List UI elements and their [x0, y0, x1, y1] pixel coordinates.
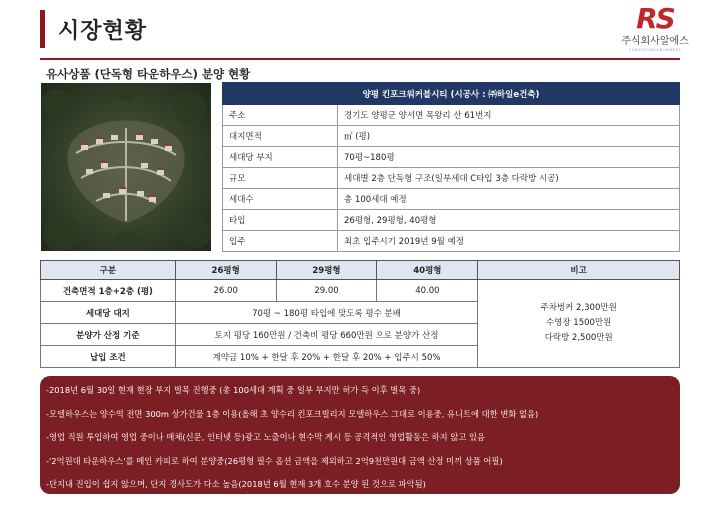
logo-subtitle: CONSULTING&BUSINESS: [628, 48, 682, 52]
company-logo: [620, 4, 690, 64]
remark-item: 주차벙커 2,300만원: [540, 303, 617, 313]
row-value: 경기도 양평군 양서면 목왕리 산 61번지: [338, 105, 680, 126]
title-divider: [40, 58, 680, 60]
note-item: -'2억원대 타운하우스'를 메인 카피로 하여 분양중(26평형 필수 옵션 금액을 제외하고 2억9천만원대 금액 산정 미끼 상품 어필): [46, 455, 503, 466]
cell-value: 40.00: [377, 280, 478, 302]
row-label: 세대당 대지: [41, 302, 176, 324]
logo-company-name: 주식회사알에스: [621, 36, 689, 47]
row-label: 건축면적 1층+2층 (평): [41, 280, 176, 302]
column-header: 40평형: [377, 261, 478, 280]
page-title: 시장현황: [58, 19, 148, 44]
row-label: 규모: [223, 168, 338, 189]
logo-mark: RS: [636, 2, 674, 35]
row-label: 입주: [223, 231, 338, 252]
section-heading: 유사상품 (단독형 타운하우스) 분양 현황: [46, 67, 251, 81]
table-row: [223, 189, 680, 210]
table-row: [223, 231, 680, 252]
row-label: 타입: [223, 210, 338, 231]
unit-comparison-table: [40, 260, 680, 368]
cell-value: 29.00: [276, 280, 377, 302]
column-header: 29평형: [276, 261, 377, 280]
row-label: 대지면적: [223, 126, 338, 147]
project-info-table: [222, 82, 680, 252]
notes-panel: [40, 376, 680, 494]
row-value: 26평형, 29평형, 40평형: [338, 210, 680, 231]
column-header: 비고: [478, 261, 680, 280]
note-item: -단지내 진입이 쉽지 않으며, 단지 경사도가 다소 높음(2018년 6월 현재 3개 호수 분양 된 것으로 파악됨): [46, 479, 426, 489]
table-header-row: [41, 261, 680, 280]
cell-value: 계약금 10% + 한달 후 20% + 한달 후 20% + 입주시 50%: [175, 346, 478, 368]
table-row: [223, 168, 680, 189]
table-row: [223, 147, 680, 168]
row-label: 분양가 산정 기준: [41, 324, 176, 346]
table-row: [41, 280, 680, 302]
row-label: 세대수: [223, 189, 338, 210]
table-row: [223, 126, 680, 147]
row-label: 세대당 부지: [223, 147, 338, 168]
note-item: -모델하우스는 양수역 전면 300m 상가건물 1층 이용(올해 초 양수리 킨포크빌리지 모델하우스 그대로 이용중, 유니트에 대한 변화 없음): [46, 408, 539, 419]
remark-item: 다락방 2,500만원: [544, 333, 613, 343]
cell-value: 70평 ~ 180평 타입에 맞도록 평수 분배: [175, 302, 478, 324]
column-header: 구분: [41, 261, 176, 280]
table-row: [223, 105, 680, 126]
note-item: -2018년 6월 30일 현재 현장 부지 벌목 진행중 (총 100세대 계획 중 일부 부지만 허가 득 이후 벌목 중): [46, 385, 421, 395]
cell-value: 토지 평당 160만원 / 건축비 평당 660만원 으로 분양가 산정: [175, 324, 478, 346]
note-item: -영업 직원 투입하여 영업 중이나 매체(신문, 인터넷 등)광고 노출이나 현수막 게시 등 공격적인 영업활동은 하지 않고 있음: [46, 432, 486, 442]
row-value: ㎡ (평): [338, 126, 680, 147]
title-accent-bar: [40, 10, 45, 48]
project-title: 양평 킨포크워커블시티 (시공사 : ㈜하일e건축): [223, 83, 680, 105]
aerial-site-photo: [41, 83, 211, 251]
row-value: 총 100세대 예정: [338, 189, 680, 210]
row-value: 최초 입주시기 2019년 9월 예정: [338, 231, 680, 252]
row-value: 세대별 2층 단독형 구조(일부세대 C타입 3층 다락방 시공): [338, 168, 680, 189]
cell-value: 26.00: [175, 280, 276, 302]
row-label: 납입 조건: [41, 346, 176, 368]
column-header: 26평형: [175, 261, 276, 280]
row-value: 70평~180평: [338, 147, 680, 168]
remark-item: 수영장 1500만원: [545, 318, 612, 328]
table-row: [223, 210, 680, 231]
remarks-cell: [478, 280, 680, 368]
row-label: 주소: [223, 105, 338, 126]
